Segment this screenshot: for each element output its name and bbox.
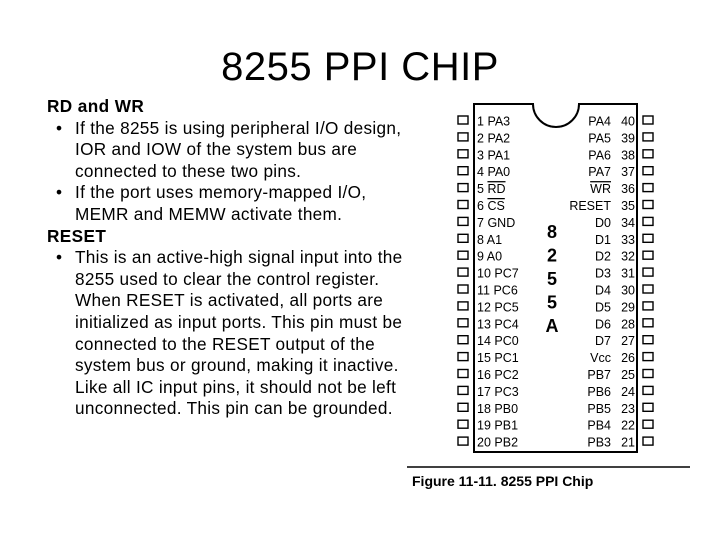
pin-pad <box>643 167 653 175</box>
pin-number: 22 <box>621 418 635 433</box>
pin-label-12 <box>477 300 519 314</box>
pin-name: PC2 <box>494 368 519 382</box>
pin-name: A0 <box>486 249 503 264</box>
pin-name: Vcc <box>590 351 611 366</box>
pin-label-7 <box>477 216 515 230</box>
pin-name-26 <box>590 351 611 365</box>
slide-title: 8255 PPI CHIP <box>221 45 499 89</box>
left-pin-column <box>458 115 519 450</box>
section-heading-reset: RESET <box>47 225 107 246</box>
pin-pad <box>643 370 653 378</box>
pin-label-6 <box>477 199 505 213</box>
pin-number: 11 <box>477 283 494 298</box>
pin-name: GND <box>487 215 516 230</box>
pin-pad <box>458 370 468 378</box>
pin-name: PA2 <box>487 131 511 146</box>
pin-label-19 <box>477 419 518 433</box>
pin-label-17 <box>477 385 519 399</box>
pin-number: 2 <box>477 131 488 146</box>
pin-pad <box>643 302 653 310</box>
pin-label-11 <box>477 284 518 298</box>
pin-name: PB6 <box>587 384 611 399</box>
pin-pad <box>643 116 653 124</box>
pin-name: PA0 <box>487 165 511 180</box>
pin-pad <box>643 353 653 361</box>
pin-name-31 <box>595 267 611 281</box>
figure-caption: Figure 11-11. 8255 PPI Chip <box>412 473 594 489</box>
pin-pad <box>643 386 653 394</box>
pin-pad <box>458 302 468 310</box>
pin-number: 17 <box>477 384 495 399</box>
pin-number: 34 <box>621 215 635 230</box>
pin-name-25 <box>587 368 611 382</box>
pin-pad <box>643 336 653 344</box>
pin-name-24 <box>587 385 611 399</box>
pin-label-5 <box>477 182 506 196</box>
pin-pad <box>643 437 653 445</box>
pin-pad <box>458 217 468 225</box>
pin-pad <box>643 268 653 276</box>
pin-name: PA3 <box>487 114 511 129</box>
pin-label-14 <box>477 334 519 348</box>
pin-name: PC5 <box>494 300 519 315</box>
pin-number: 3 <box>477 148 488 163</box>
pin-pad <box>458 184 468 192</box>
pin-name: PB2 <box>494 435 519 450</box>
pin-number: 40 <box>621 114 635 129</box>
pin-name-22 <box>587 419 611 433</box>
chip-letter: 5 <box>546 292 558 313</box>
pin-name-35 <box>569 199 611 213</box>
pin-number: 23 <box>621 401 635 416</box>
pin-pad <box>458 420 468 428</box>
pin-number: 35 <box>621 199 635 213</box>
pin-number: 20 <box>477 435 495 450</box>
bullet-text: If the port uses memory-mapped I/O, MEMR and MEMW activate them. <box>75 182 367 224</box>
pin-number: 18 <box>477 401 495 416</box>
pin-name: D3 <box>595 266 611 281</box>
pin-pad <box>643 251 653 259</box>
pin-name: PB4 <box>587 418 611 433</box>
pin-name: PB1 <box>494 418 519 433</box>
pin-number: 15 <box>477 351 495 366</box>
pin-name-36 <box>590 182 611 196</box>
pin-number: 4 <box>477 165 488 180</box>
pin-pad <box>643 420 653 428</box>
bullet-marker: • <box>56 182 63 203</box>
bullet-text: If the 8255 is using peripheral I/O design, IOR and IOW of the system bus are connected to these two pins. <box>75 117 402 181</box>
pin-number: 16 <box>477 368 495 382</box>
pin-name: PA6 <box>588 148 611 163</box>
pin-pad <box>458 437 468 445</box>
pin-number: 37 <box>621 165 635 180</box>
pin-number: 14 <box>477 334 495 349</box>
pin-name-30 <box>595 284 611 298</box>
pin-number: 12 <box>477 300 495 315</box>
pin-number: 1 <box>477 114 488 129</box>
pin-name-34 <box>595 216 611 230</box>
pin-name: PB5 <box>587 401 611 416</box>
pin-name-27 <box>595 334 611 348</box>
pin-pad <box>458 353 468 361</box>
pin-name: PA1 <box>487 148 511 163</box>
pin-name: PC7 <box>494 266 519 281</box>
pin-label-10 <box>477 267 519 281</box>
pin-name: PA5 <box>588 131 611 146</box>
pin-pad <box>458 319 468 327</box>
pin-pad <box>458 268 468 276</box>
pin-name: PC1 <box>494 351 519 366</box>
bullet-text: This is an active-high signal input into the 8255 used to clear the control register. When RESET is activated, all ports are initialized as input ports. This pin must be connected to the RESET output of the system bus or ground, making it inactive. Like all IC input pins, it should not be left unconnected. This pin can be grounded. <box>75 247 403 419</box>
pin-pad <box>643 217 653 225</box>
pin-pad <box>643 150 653 158</box>
pin-name-40 <box>588 115 611 129</box>
pin-pad <box>458 336 468 344</box>
pin-number: 36 <box>621 182 635 197</box>
pin-pad <box>643 403 653 411</box>
pin-name: RESET <box>569 199 611 213</box>
pin-number: 24 <box>621 384 635 399</box>
chip-letter: 5 <box>546 269 558 289</box>
pin-name-28 <box>595 317 611 331</box>
pin-name: D6 <box>595 317 611 332</box>
pin-name: PB3 <box>587 435 611 450</box>
pin-pad <box>458 133 468 141</box>
pin-label-15 <box>477 351 519 365</box>
pin-pad <box>458 150 468 158</box>
pin-pad <box>643 133 653 141</box>
pin-number: 5 <box>477 182 488 197</box>
pin-pad <box>643 184 653 192</box>
pin-name: PC0 <box>494 334 519 349</box>
pin-number: 7 <box>477 215 488 230</box>
pin-number: 21 <box>621 435 635 450</box>
pin-name: PA4 <box>588 114 611 129</box>
pin-pad <box>458 386 468 394</box>
pin-pad <box>458 251 468 259</box>
pin-name: CS <box>487 199 505 213</box>
pin-name: D1 <box>595 232 611 247</box>
pin-pad <box>643 201 653 209</box>
pin-name: D4 <box>595 283 611 298</box>
pin-name-38 <box>588 148 611 162</box>
pin-label-9 <box>477 250 502 264</box>
pin-name: D7 <box>595 334 611 349</box>
pin-number: 32 <box>621 249 635 264</box>
pin-pad <box>458 285 468 293</box>
pin-name-29 <box>595 300 611 314</box>
pin-name: D0 <box>595 215 611 230</box>
pin-number: 33 <box>621 232 635 247</box>
pin-pad <box>643 234 653 242</box>
pin-label-18 <box>477 402 518 416</box>
pin-label-16 <box>477 368 519 382</box>
pin-number: 29 <box>621 300 635 315</box>
pin-name: PC3 <box>494 384 519 399</box>
pin-name-39 <box>588 131 611 145</box>
pin-pad <box>458 403 468 411</box>
pin-label-1 <box>477 115 510 129</box>
chip-part-number <box>546 222 559 336</box>
pin-name: D2 <box>595 249 611 264</box>
pin-name-37 <box>588 165 611 179</box>
pin-label-3 <box>477 148 510 162</box>
pin-pad <box>643 319 653 327</box>
pin-name: WR <box>590 182 611 197</box>
pin-number: 10 <box>477 266 495 281</box>
pin-number: 30 <box>621 283 635 298</box>
chip-letter: A <box>545 316 559 336</box>
pin-label-8 <box>477 233 502 247</box>
pin-name-33 <box>595 233 611 247</box>
chip-letter: 2 <box>546 245 558 266</box>
pin-number: 6 <box>477 199 488 213</box>
right-pin-column <box>569 115 653 450</box>
pin-name-23 <box>587 402 611 416</box>
bullet-marker: • <box>56 117 63 138</box>
pin-label-2 <box>477 131 510 145</box>
pin-pad <box>458 234 468 242</box>
pin-number: 31 <box>621 266 635 281</box>
pin-name: A1 <box>486 232 503 247</box>
pin-pad <box>458 116 468 124</box>
pin-pad <box>458 167 468 175</box>
pin-number: 9 <box>477 249 487 264</box>
pin-name: PC6 <box>493 283 518 298</box>
pin-name: PC4 <box>494 317 519 332</box>
pin-label-20 <box>477 436 518 450</box>
chip-letter: 8 <box>546 222 558 242</box>
pin-pad <box>458 201 468 209</box>
pin-pad <box>643 285 653 293</box>
pin-number: 8 <box>477 232 487 247</box>
bullet-marker: • <box>56 247 63 268</box>
pin-name-32 <box>595 250 611 264</box>
pin-number: 27 <box>621 334 635 349</box>
pin-number: 25 <box>621 368 635 382</box>
pin-name: PB0 <box>494 401 519 416</box>
pin-name: PB7 <box>587 368 611 382</box>
pin-name-21 <box>587 436 611 450</box>
pin-label-13 <box>477 317 519 331</box>
section-heading-rd-wr: RD and WR <box>47 96 145 116</box>
pin-name: PA7 <box>588 165 611 180</box>
pin-number: 13 <box>477 317 495 332</box>
pin-name: RD <box>487 182 506 197</box>
pin-label-4 <box>477 165 510 179</box>
pin-name: D5 <box>595 300 611 315</box>
pin-number: 39 <box>621 131 635 146</box>
pin-number: 38 <box>621 148 635 163</box>
pin-number: 28 <box>621 317 635 332</box>
pin-number: 26 <box>621 351 635 366</box>
pin-number: 19 <box>477 418 495 433</box>
